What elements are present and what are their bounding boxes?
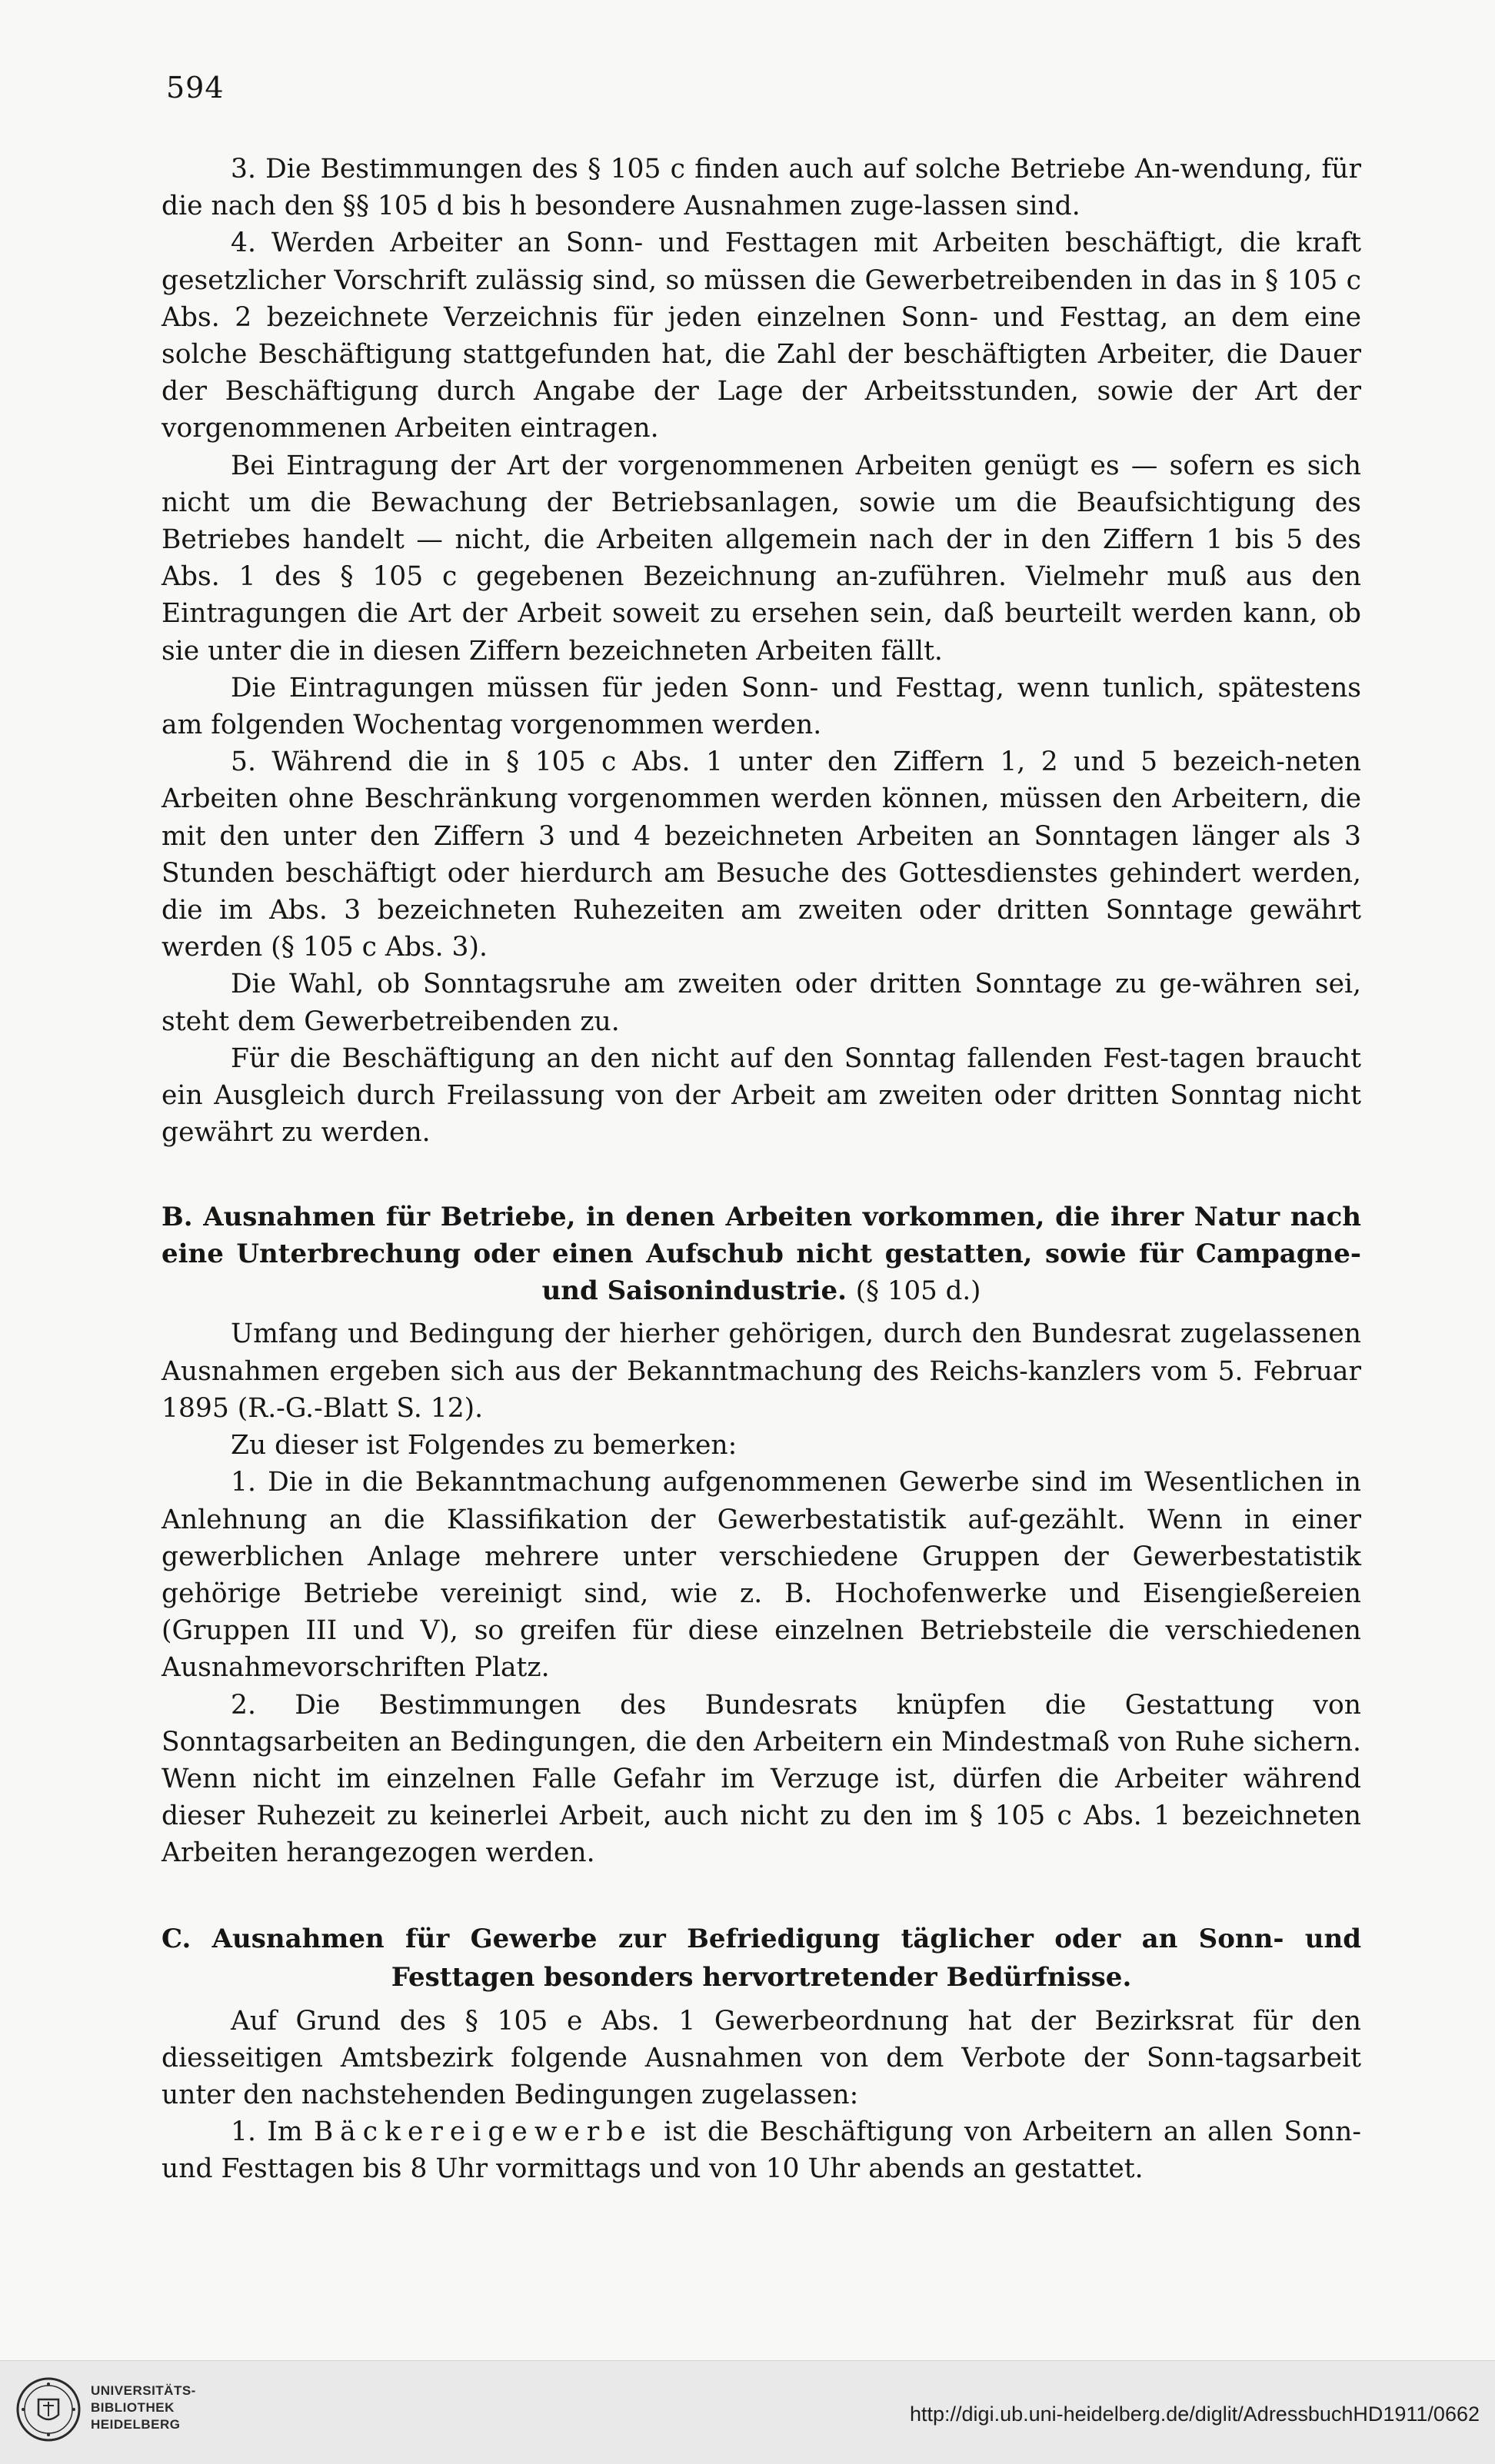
paragraph-holidays: Für die Beschäftigung an den nicht auf den Sonntag fallenden Fest-tagen braucht ein Ausgleich durch Freilassung von der Arbeit am zweiten oder dritten Sonntag nicht gewährt zu werden. (161, 1042, 1361, 1149)
library-name-line-2: BIBLIOTHEK (91, 2400, 175, 2415)
paragraph-entry-type: Bei Eintragung der Art der vorgenommenen Arbeiten genügt es — sofern es sich nicht um die Bewachung der Betriebsanlagen, sowie um die Beaufsichtigung des Betriebes handelt — nicht, die Arbeiten allgemein nach der in den Ziffern 1 bis 5 des Abs. 1 des § 105 c gegebenen Bezeichnung an-zuführen. Vielmehr muß aus den Eintragungen die Art der Arbeit soweit zu ersehen sein, daß beurteilt werden kann, ob sie unter die in diesen Ziffern bezeichneten Arbeiten fällt. (161, 450, 1361, 667)
section-heading-b-title: B. Ausnahmen für Betriebe, in denen Arbeiten vorkommen, die ihrer Natur nach eine Unterbrechung oder einen Aufschub nicht gestatten, sowie für Campagne- und Saisonindustrie. (161, 1202, 1361, 1307)
section-heading-c: C. Ausnahmen für Gewerbe zur Befriedigung täglicher oder an Sonn- und Festtagen besonders hervortretender Bedürfnisse. (161, 1923, 1361, 1993)
item-c1-trade: Bäckereigewerbe (313, 2117, 653, 2148)
paragraph-item-3: 3. Die Bestimmungen des § 105 c finden auch auf solche Betriebe An-wendung, für die nach den §§ 105 d bis h besondere Ausnahmen zuge-lassen sind. (161, 154, 1361, 222)
library-name-line-1: UNIVERSITÄTS- (91, 2383, 196, 2398)
university-seal-icon (15, 2376, 82, 2442)
library-name[interactable] (91, 2383, 196, 2433)
item-c1-rest: ist die Beschäftigung von Arbeitern an allen Sonn- und Festtagen bis 8 Uhr vormittags und von 10 Uhr abends an gestattet. (161, 2117, 1361, 2185)
paragraph-c-item-1 (161, 2113, 1361, 2187)
source-url-link[interactable]: http://digi.ub.uni-heidelberg.de/diglit/AdressbuchHD1911/0662 (910, 2402, 1480, 2426)
page-content (161, 151, 1361, 2188)
paragraph-entry-timing: Die Eintragungen müssen für jeden Sonn- und Festtag, wenn tunlich, spätestens am folgenden Wochentag vorgenommen werden. (161, 672, 1361, 741)
paragraph-c-intro: Auf Grund des § 105 e Abs. 1 Gewerbeordnung hat der Bezirksrat für den diesseitigen Amtsbezirk folgende Ausnahmen von dem Verbote der Sonn-tagsarbeit unter den nachstehenden Bedingungen zugelassen: (161, 2005, 1361, 2110)
paragraph-item-5: 5. Während die in § 105 c Abs. 1 unter den Ziffern 1, 2 und 5 bezeich-neten Arbeiten ohne Beschränkung vorgenommen werden können, müssen den Arbeitern, die mit den unter den Ziffern 3 und 4 bezeichneten Arbeiten an Sonntagen länger als 3 Stunden beschäftigt oder hierdurch am Besuche des Gottesdienstes gehindert werden, die im Abs. 3 bezeichneten Ruhezeiten am zweiten oder dritten Sonntage gewährt werden (§ 105 c Abs. 3). (161, 747, 1361, 963)
item-c1-prefix: 1. Im (231, 2117, 303, 2148)
library-name-line-3: HEIDELBERG (91, 2417, 181, 2432)
paragraph-b-item-1: 1. Die in die Bekanntmachung aufgenommenen Gewerbe sind im Wesentlichen in Anlehnung an die Klassifikation der Gewerbestatistik auf-gezählt. Wenn in einer gewerblichen Anlage mehrere unter verschiedene Gruppen der Gewerbestatistik gehörige Betriebe vereinigt sind, wie z. B. Hochofenwerke und Eisengießereien (Gruppen III und V), so greifen für diese einzelnen Betriebsteile die verschiedenen Ausnahmevorschriften Platz. (161, 1467, 1361, 1684)
section-heading-b (161, 1199, 1361, 1309)
paragraph-item-4: 4. Werden Arbeiter an Sonn- und Festtagen mit Arbeiten beschäftigt, die kraft gesetzlicher Vorschrift zulässig sind, so müssen die Gewerbetreibenden in das in § 105 c Abs. 2 bezeichnete Verzeichnis für jeden einzelnen Sonn- und Festtag, an dem eine solche Beschäftigung stattgefunden hat, die Zahl der beschäftigten Arbeiter, die Dauer der Beschäftigung durch Angabe der Lage der Arbeitsstunden, sowie der Art der vorgenommenen Arbeiten eintragen. (161, 228, 1361, 444)
viewer-footer (0, 2360, 1495, 2464)
paragraph-b-scope: Umfang und Bedingung der hierher gehörigen, durch den Bundesrat zugelassenen Ausnahmen ergeben sich aus der Bekanntmachung des Reichs-kanzlers vom 5. Februar 1895 (R.-G.-Blatt S. 12). (161, 1318, 1361, 1424)
paragraph-b-remarks: Zu dieser ist Folgendes zu bemerken: (231, 1430, 738, 1461)
paragraph-sunday-choice: Die Wahl, ob Sonntagsruhe am zweiten oder dritten Sonntage zu ge-währen sei, steht dem Gewerbetreibenden zu. (161, 969, 1361, 1037)
paragraph-b-item-2: 2. Die Bestimmungen des Bundesrats knüpfen die Gestattung von Sonntagsarbeiten an Bedingungen, die den Arbeitern ein Mindestmaß von Ruhe sichern. Wenn nicht im einzelnen Falle Gefahr im Verzuge ist, dürfen die Arbeiter während dieser Ruhezeit zu keinerlei Arbeit, auch nicht zu den im § 105 c Abs. 1 bezeichneten Arbeiten herangezogen werden. (161, 1689, 1361, 1869)
page-number: 594 (166, 71, 225, 105)
section-heading-b-ref: (§ 105 d.) (855, 1275, 981, 1307)
